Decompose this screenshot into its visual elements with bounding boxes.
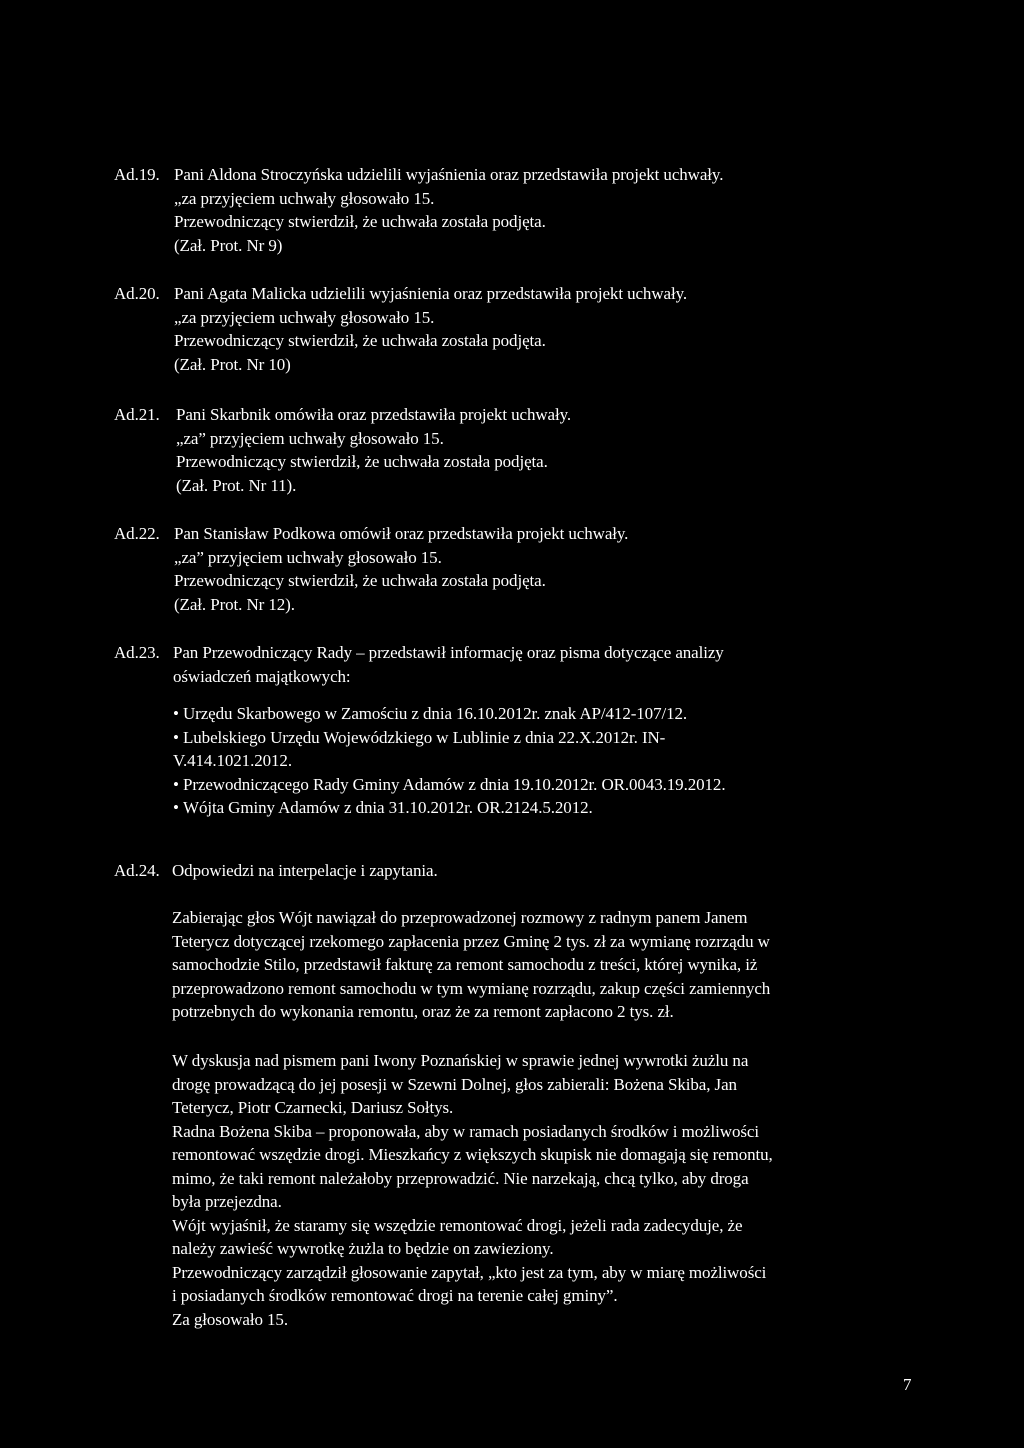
agenda-item-number: Ad.21.	[114, 405, 160, 424]
agenda-item-text	[176, 403, 916, 497]
bullet-text: Przewodniczącego Rady Gminy Adamów z dnia 19.10.2012r. OR.0043.19.2012.	[183, 774, 726, 794]
text-line: mimo, że taki remont należałoby przeprowadzić. Nie narzekają, chcą tylko, aby droga	[172, 1168, 749, 1188]
text-line: samochodzie Stilo, przedstawił fakturę za remont samochodu z treści, której wynika, iż	[172, 955, 758, 974]
text-line: i posiadanych środków remontować drogi na terenie całej gminy”.	[172, 1286, 618, 1305]
text-line: Za głosowało 15.	[172, 1309, 288, 1329]
text-line: Pani Aldona Stroczyńska udzielili wyjaśnienia oraz przedstawiła projekt uchwały.	[174, 165, 724, 184]
bullet-text: Wójta Gminy Adamów z dnia 31.10.2012r. OR.2124.5.2012.	[183, 798, 593, 817]
agenda-item-text	[172, 859, 912, 883]
bullet-text: V.414.1021.2012.	[173, 751, 292, 770]
text-line: „za” przyjęciem uchwały głosowało 15.	[176, 428, 444, 448]
paragraph-discussion	[172, 1049, 912, 1331]
text-line: (Zał. Prot. Nr 12).	[174, 594, 295, 614]
text-line: należy zawieść wywrotkę żużla to będzie on zawieziony.	[172, 1239, 554, 1258]
bullet-text: Lubelskiego Urzędu Wojewódzkiego w Lublinie z dnia 22.X.2012r. IN-	[183, 727, 666, 747]
text-line: Pani Agata Malicka udzielili wyjaśnienia oraz przedstawiła projekt uchwały.	[174, 284, 688, 303]
text-line: Przewodniczący stwierdził, że uchwała została podjęta.	[174, 331, 546, 350]
text-line: Radna Bożena Skiba – proponowała, aby w ramach posiadanych środków i możliwości	[172, 1121, 759, 1141]
bullet-item	[173, 726, 913, 750]
bullet-icon: •	[173, 727, 179, 747]
text-line: Przewodniczący stwierdził, że uchwała została podjęta.	[174, 571, 546, 590]
agenda-item-number: Ad.24.	[114, 861, 160, 880]
paragraph-wojt-response	[172, 906, 912, 1024]
agenda-item-number: Ad.22.	[114, 524, 160, 543]
bullet-list	[173, 702, 913, 820]
agenda-item-text	[174, 522, 914, 616]
text-line: remontować wszędzie drogi. Mieszkańcy z większych skupisk nie domagają się remontu,	[172, 1145, 773, 1164]
agenda-item-number: Ad.20.	[114, 284, 160, 303]
text-line: drogę prowadzącą do jej posesji w Szewni Dolnej, głos zabierali: Bożena Skiba, Jan	[172, 1074, 737, 1094]
text-line: (Zał. Prot. Nr 9)	[174, 235, 283, 255]
text-line: Przewodniczący stwierdził, że uchwała została podjęta.	[174, 212, 546, 231]
agenda-item-text	[174, 282, 914, 376]
text-line: Pan Stanisław Podkowa omówił oraz przedstawiła projekt uchwały.	[174, 524, 629, 543]
text-line: Teterycz, Piotr Czarnecki, Dariusz Sołtys.	[172, 1098, 454, 1117]
text-line: (Zał. Prot. Nr 10)	[174, 354, 291, 374]
bullet-item	[173, 796, 913, 820]
text-line: Pani Skarbnik omówiła oraz przedstawiła projekt uchwały.	[176, 405, 572, 424]
text-line: Pan Przewodniczący Rady – przedstawił informację oraz pisma dotyczące analizy	[173, 643, 724, 662]
bullet-item	[173, 773, 913, 797]
text-line: „za przyjęciem uchwały głosowało 15.	[174, 188, 435, 208]
text-line: Odpowiedzi na interpelacje i zapytania.	[172, 861, 438, 880]
agenda-item-number: Ad.23.	[114, 643, 160, 662]
text-line: przeprowadzono remont samochodu w tym wymianę rozrządu, zakup części zamiennych	[172, 978, 771, 998]
text-line: (Zał. Prot. Nr 11).	[176, 475, 297, 495]
bullet-icon: •	[173, 704, 179, 723]
bullet-item-continuation	[173, 749, 913, 773]
text-line: Teterycz dotyczącej rzekomego zapłacenia przez Gminę 2 tys. zł za wymianę rozrządu w	[172, 931, 770, 951]
text-line: W dyskusja nad pismem pani Iwony Poznańskiej w sprawie jednej wywrotki żużlu na	[172, 1051, 749, 1070]
text-line: „za przyjęciem uchwały głosowało 15.	[174, 307, 435, 327]
text-line: Wójt wyjaśnił, że staramy się wszędzie remontować drogi, jeżeli rada zadecyduje, że	[172, 1215, 743, 1235]
text-line: Przewodniczący zarządził głosowanie zapytał, „kto jest za tym, aby w miarę możliwości	[172, 1262, 767, 1282]
text-line: potrzebnych do wykonania remontu, oraz że za remont zapłacono 2 tys. zł.	[172, 1002, 674, 1021]
bullet-item	[173, 702, 913, 726]
bullet-icon: •	[173, 774, 179, 794]
bullet-icon: •	[173, 798, 179, 817]
agenda-item-number: Ad.19.	[114, 165, 160, 184]
text-line: była przejezdna.	[172, 1192, 282, 1211]
page-number: 7	[903, 1375, 912, 1394]
text-line: Zabierając głos Wójt nawiązał do przeprowadzonej rozmowy z radnym panem Janem	[172, 908, 748, 927]
text-line: „za” przyjęciem uchwały głosowało 15.	[174, 547, 442, 567]
bullet-text: Urzędu Skarbowego w Zamościu z dnia 16.10.2012r. znak AP/412-107/12.	[183, 704, 688, 723]
text-line: Przewodniczący stwierdził, że uchwała została podjęta.	[176, 452, 548, 471]
agenda-item-text	[174, 163, 914, 257]
text-line: oświadczeń majątkowych:	[173, 666, 351, 686]
agenda-item-text	[173, 641, 913, 820]
